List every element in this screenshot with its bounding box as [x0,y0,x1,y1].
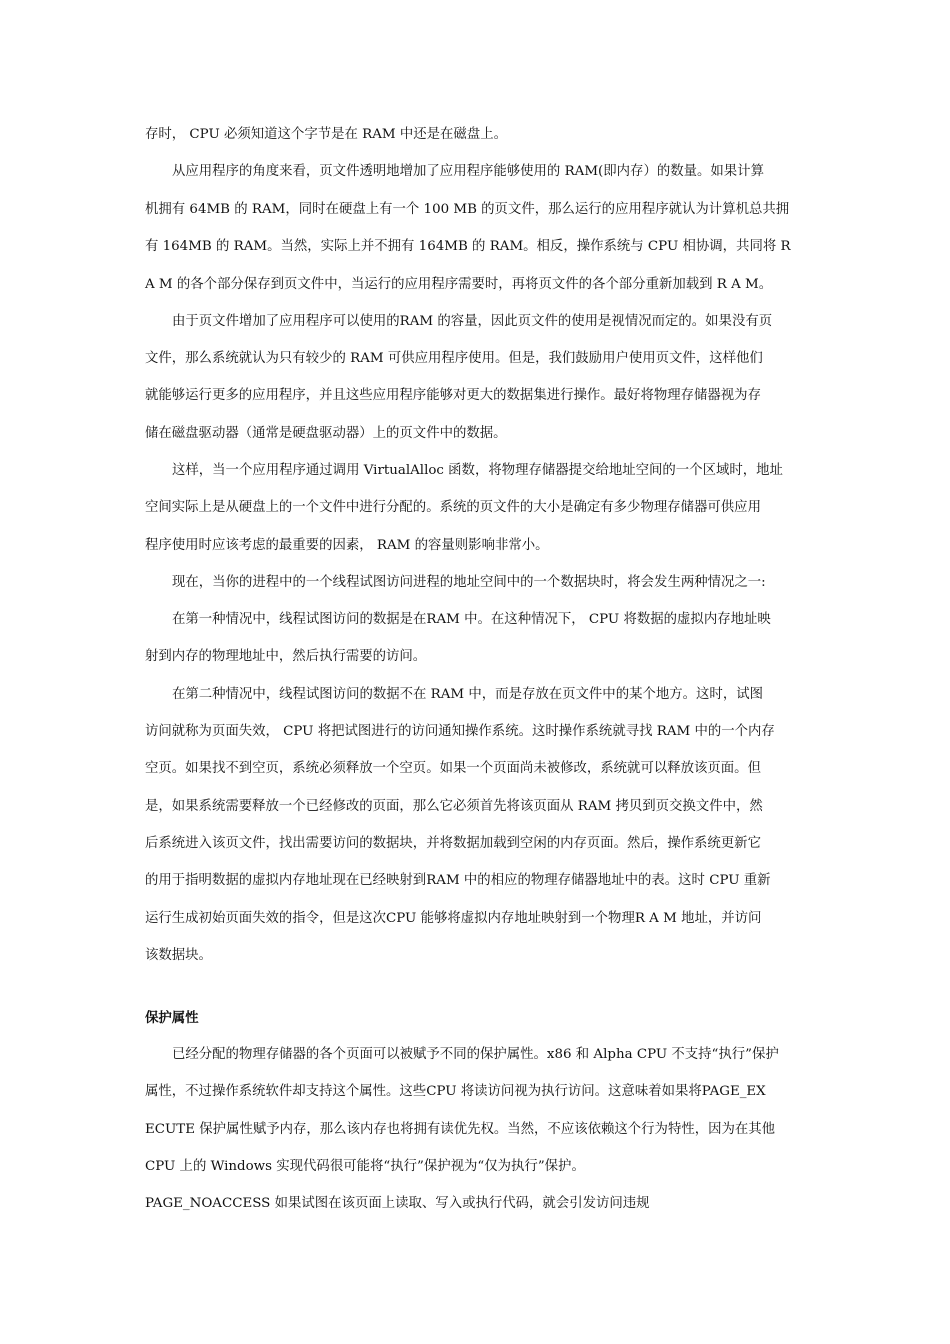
paragraph-line: 运行生成初始页面失效的指令，但是这次CPU 能够将虚拟内存地址映射到一个物理R A M 地址，并访问 [145,911,762,926]
paragraph-line: PAGE_NOACCESS 如果试图在该页面上读取、写入或执行代码，就会引发访问违规 [145,1196,650,1211]
paragraph-line: 有 164MB 的 RAM。当然，实际上并不拥有 164MB 的 RAM。相反，操作系统与 CPU 相协调，共同将 R [145,239,791,254]
paragraph-line: 已经分配的物理存储器的各个页面可以被赋予不同的保护属性。x86 和 Alpha CPU 不支持“执行”保护 [172,1047,779,1062]
paragraph-line: 的用于指明数据的虚拟内存地址现在已经映射到RAM 中的相应的物理存储器地址中的表。这时 CPU 重新 [145,873,771,888]
paragraph-line: 存时， CPU 必须知道这个字节是在 RAM 中还是在磁盘上。 [145,127,507,142]
section-heading: 保护属性 [145,1010,199,1026]
paragraph-line: 该数据块。 [145,948,212,963]
paragraph-line: 从应用程序的角度来看，页文件透明地增加了应用程序能够使用的 RAM(即内存）的数量。如果计算 [172,164,764,179]
paragraph-line: 现在，当你的进程中的一个线程试图访问进程的地址空间中的一个数据块时，将会发生两种情况之一: [172,575,766,590]
paragraph-line: 机拥有 64MB 的 RAM，同时在硬盘上有一个 100 MB 的页文件，那么运行的应用程序就认为计算机总共拥 [145,202,790,217]
paragraph-line: 空间实际上是从硬盘上的一个文件中进行分配的。系统的页文件的大小是确定有多少物理存储器可供应用 [145,500,761,515]
paragraph-line: A M 的各个部分保存到页文件中，当运行的应用程序需要时，再将页文件的各个部分重新加载到 R A M。 [145,277,773,292]
paragraph-line: 这样，当一个应用程序通过调用 VirtualAlloc 函数，将物理存储器提交给地址空间的一个区域时，地址 [172,463,783,478]
paragraph-line: CPU 上的 Windows 实现代码很可能将“执行”保护视为“仅为执行”保护。 [145,1159,585,1174]
paragraph-line: 后系统进入该页文件，找出需要访问的数据块，并将数据加载到空闲的内存页面。然后，操作系统更新它 [145,836,761,851]
paragraph-line: 空页。如果找不到空页，系统必须释放一个空页。如果一个页面尚未被修改，系统就可以释放该页面。但 [145,761,761,776]
paragraph-line: 是，如果系统需要释放一个已经修改的页面，那么它必须首先将该页面从 RAM 拷贝到页交换文件中，然 [145,799,763,814]
paragraph-line: 程序使用时应该考虑的最重要的因素， RAM 的容量则影响非常小。 [145,538,549,553]
paragraph-line: ECUTE 保护属性赋予内存，那么该内存也将拥有读优先权。当然，不应该依赖这个行为特性，因为在其他 [145,1122,776,1137]
paragraph-line: 访问就称为页面失效， CPU 将把试图进行的访问通知操作系统。这时操作系统就寻找 RAM 中的一个内存 [145,724,775,739]
paragraph-line: 射到内存的物理地址中，然后执行需要的访问。 [145,649,427,664]
paragraph-line: 文件，那么系统就认为只有较少的 RAM 可供应用程序使用。但是，我们鼓励用户使用页文件，这样他们 [145,351,763,366]
paragraph-line: 就能够运行更多的应用程序，并且这些应用程序能够对更大的数据集进行操作。最好将物理存储器视为存 [145,388,761,403]
paragraph-line: 由于页文件增加了应用程序可以使用的RAM 的容量，因此页文件的使用是视情况而定的。如果没有页 [172,314,773,329]
paragraph-line: 储在磁盘驱动器（通常是硬盘驱动器）上的页文件中的数据。 [145,426,507,441]
paragraph-line: 属性，不过操作系统软件却支持这个属性。这些CPU 将读访问视为执行访问。这意味着如果将PAGE_EX [145,1084,766,1099]
paragraph-line: 在第二种情况中，线程试图访问的数据不在 RAM 中，而是存放在页文件中的某个地方。这时，试图 [172,687,763,702]
paragraph-line: 在第一种情况中，线程试图访问的数据是在RAM 中。在这种情况下， CPU 将数据的虚拟内存地址映 [172,612,771,627]
